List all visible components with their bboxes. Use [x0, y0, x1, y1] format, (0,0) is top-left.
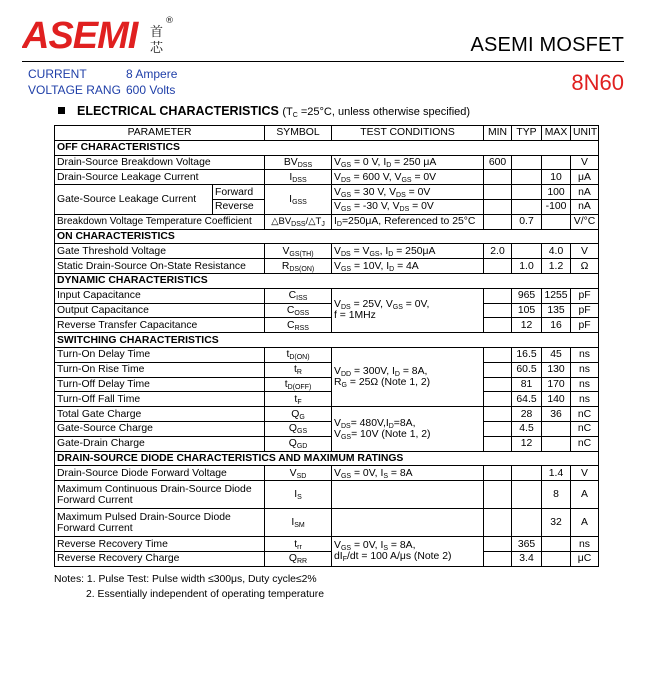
asemi-logo [22, 12, 182, 56]
table-row: Turn-On Rise Time $t_R$ 60.5 130 ns [55, 362, 599, 377]
section-row-switching: SWITCHING CHARACTERISTICS [55, 333, 599, 348]
table-row: Drain-Source Breakdown Voltage $BV_{DSS}$ $V_{GS} = 0$ V, $I_D = 250$ μA 600 V [55, 155, 599, 170]
table-row: Reverse $V_{GS} = -30$ V, $V_{DS} = 0V$ -100 nA [55, 199, 599, 214]
table-row: Gate Threshold Voltage $V_{GS(TH)}$ $V_{DS} = V_{GS}$, $I_D = 250\mu A$ 2.0 4.0 V [55, 244, 599, 259]
voltage-label: VOLTAGE RANG [28, 83, 121, 97]
svg-text:®: ® [165, 16, 174, 26]
svg-text:ASEMI: ASEMI [22, 15, 138, 56]
note-2: 2. Essentially independent of operating temperature [86, 589, 324, 600]
current-label: CURRENT [28, 67, 87, 81]
section-row-on: ON CHARACTERISTICS [55, 229, 599, 244]
summary-specs [28, 66, 177, 98]
table-row: Turn-Off Fall Time $t_F$ 64.5 140 ns [55, 392, 599, 407]
svg-text:芯: 芯 [150, 41, 164, 56]
part-number: 8N60 [571, 70, 624, 95]
table-row: Reverse Transfer Capacitance $C_{RSS}$ 12 16 pF [55, 318, 599, 333]
table-row: Static Drain-Source On-State Resistance $R_{DS(ON)}$ $V_{GS} = 10V$, $I_D = 4A$ 1.0 1.2 Ω [55, 259, 599, 274]
table-row: Total Gate Charge $Q_G$ $V_{DS}= 480V,I_D=8A$, $V_{GS}= 10V$ (Note 1, 2) 28 36 nC [55, 407, 599, 422]
table-row: Maximum Continuous Drain-Source Diode Forward Current $I_S$ 8 A [55, 481, 599, 509]
table-row: Drain-Source Diode Forward Voltage $V_{SD}$ $V_{GS} = 0V$, $I_S = 8A$ 1.4 V [55, 466, 599, 481]
table-row: Input Capacitance $C_{ISS}$ $V_{DS} = 25V$, $V_{GS} = 0V$, f = 1MHz 965 1255 pF [55, 288, 599, 303]
section-conditions: ($T_C =25^\circ C$, unless otherwise specified) [282, 106, 471, 119]
table-row: Maximum Pulsed Drain-Source Diode Forward Current $I_{SM}$ 32 A [55, 509, 599, 537]
voltage-value: 600 Volts [126, 83, 176, 97]
table-row: Drain-Source Leakage Current $I_{DSS}$ $V_{DS} = 600$ V, $V_{GS} = 0V$ 10 μA [55, 170, 599, 185]
table-row: Breakdown Voltage Temperature Coefficient $\triangle BV_{DSS}/\triangle T_J$ $I_D=250\mu A$, Referenced to 25°C 0.7 V/°C [55, 214, 599, 229]
header-rule [22, 61, 624, 62]
document-title: ASEMI MOSFET [470, 34, 624, 56]
svg-text:首: 首 [150, 25, 164, 40]
square-bullet-icon [58, 107, 65, 114]
notes [54, 572, 324, 602]
section-row-off: OFF CHARACTERISTICS [55, 140, 599, 155]
table-row: Output Capacitance $C_{OSS}$ 105 135 pF [55, 303, 599, 318]
section-row-dynamic: DYNAMIC CHARACTERISTICS [55, 273, 599, 288]
section-row-diode: DRAIN-SOURCE DIODE CHARACTERISTICS AND MAXIMUM RATINGS [55, 451, 599, 466]
section-heading: ELECTRICAL CHARACTERISTICS ($T_C =25^\circ C$, unless otherwise specified) [58, 104, 470, 118]
current-value: 8 Ampere [126, 67, 178, 81]
table-row: Gate-Drain Charge $Q_{GD}$ 12 nC [55, 436, 599, 451]
table-row: Turn-Off Delay Time $t_{D(OFF)}$ 81 170 ns [55, 377, 599, 392]
table-row: Turn-On Delay Time $t_{D(ON)}$ $V_{DD} = 300V$, $I_D = 8A$, $R_G = 25\Omega$ (Note 1, 2) 16.5 45 ns [55, 347, 599, 362]
electrical-characteristics-table [54, 125, 599, 567]
table-header-row: PARAMETER SYMBOL TEST CONDITIONS MIN TYP MAX UNIT [55, 126, 599, 141]
table-row: Gate-Source Charge $Q_{GS}$ 4.5 nC [55, 421, 599, 436]
table-row: Reverse Recovery Charge $Q_{RR}$ 3.4 μC [55, 551, 599, 566]
table-row: Reverse Recovery Time $t_{rr}$ $V_{GS} = 0V$, $I_S = 8A$, $dI_F/dt = 100$ A/μs (Note 2) 365 ns [55, 537, 599, 552]
table-row: Gate-Source Leakage Current Forward $I_{GSS}$ $V_{GS} = 30$ V, $V_{DS} = 0V$ 100 nA [55, 185, 599, 200]
note-1: Notes: 1. Pulse Test: Pulse width ≤300μs, Duty cycle≤2% [54, 574, 317, 585]
